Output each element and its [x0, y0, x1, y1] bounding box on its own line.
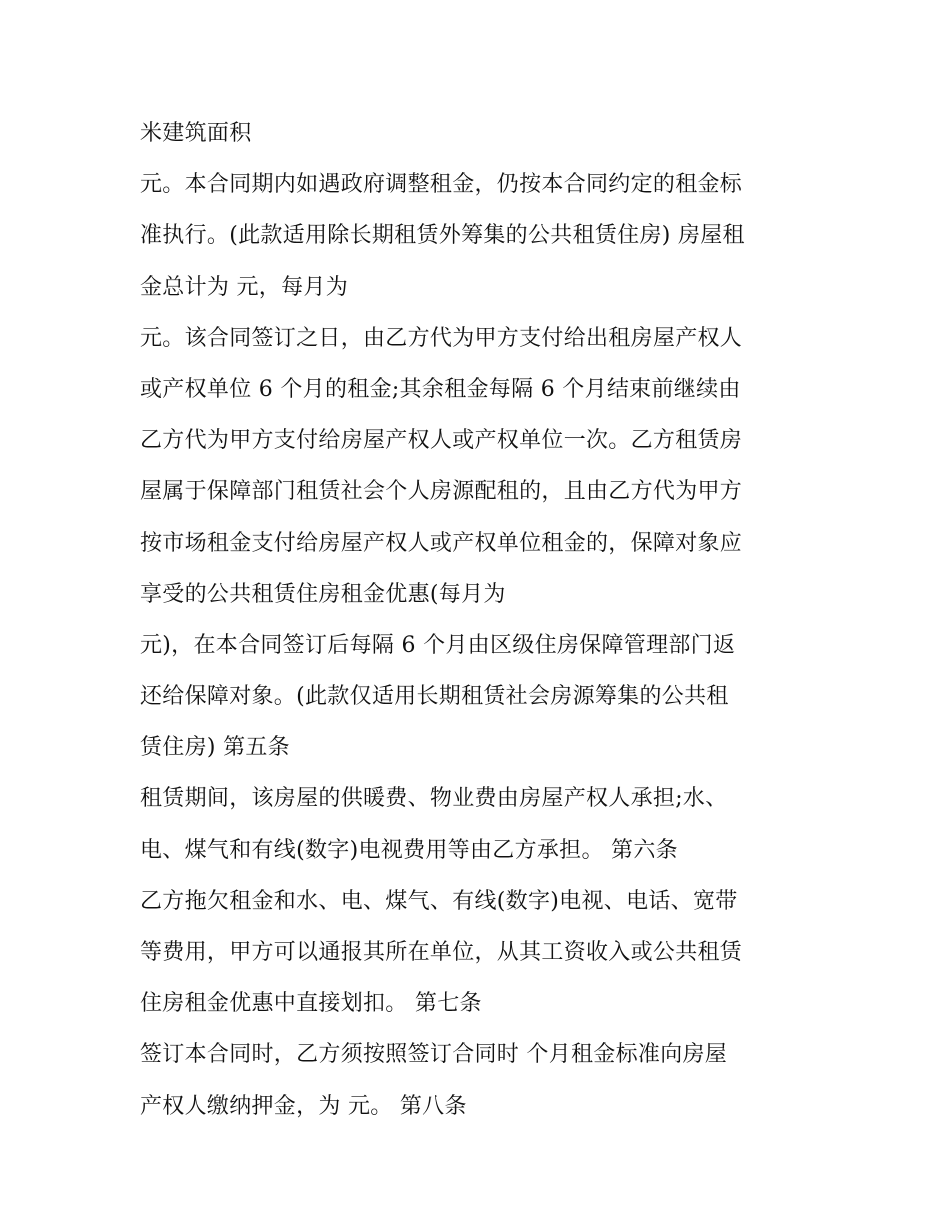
text-line: 还给保障对象。(此款仅适用长期租赁社会房源筹集的公共租: [140, 684, 729, 710]
text-line: 电、煤气和有线(数字)电视费用等由乙方承担。 第六条: [140, 837, 678, 863]
contract-text-body: [140, 108, 830, 1132]
text-line: 准执行。(此款适用除长期租赁外筹集的公共租赁住房) 房屋租: [140, 223, 745, 249]
text-line: 租赁期间，该房屋的供暖费、物业费由房屋产权人承担;水、: [140, 786, 728, 812]
text-line: 元。本合同期内如遇政府调整租金，仍按本合同约定的租金标: [140, 172, 743, 198]
text-line: 屋属于保障部门租赁社会个人房源配租的，且由乙方代为甲方: [140, 479, 743, 505]
text-line: 签订本合同时，乙方须按照签订合同时 个月租金标准向房屋: [140, 1042, 728, 1068]
text-line: 乙方拖欠租金和水、电、煤气、有线(数字)电视、电话、宽带: [140, 888, 738, 914]
text-line: 金总计为 元，每月为: [140, 274, 348, 300]
text-line: 等费用，甲方可以通报其所在单位，从其工资收入或公共租赁: [140, 940, 743, 965]
text-line: 赁住房) 第五条: [140, 735, 290, 761]
text-line: 元)，在本合同签订后每隔 6 个月由区级住房保障管理部门返: [140, 632, 736, 658]
text-line: 按市场租金支付给房屋产权人或产权单位租金的，保障对象应: [140, 530, 743, 556]
text-line: 享受的公共租赁住房租金优惠(每月为: [140, 581, 506, 607]
text-line: 米建筑面积: [140, 121, 252, 146]
text-line: 产权人缴纳押金，为 元。 第八条: [140, 1093, 467, 1119]
text-line: 或产权单位 6 个月的租金;其余租金每隔 6 个月结束前继续由: [140, 376, 741, 402]
text-line: 乙方代为甲方支付给房屋产权人或产权单位一次。乙方租赁房: [140, 428, 743, 454]
text-line: 元。该合同签订之日，由乙方代为甲方支付给出租房屋产权人: [140, 325, 743, 351]
text-line: 住房租金优惠中直接划扣。 第七条: [140, 991, 482, 1017]
